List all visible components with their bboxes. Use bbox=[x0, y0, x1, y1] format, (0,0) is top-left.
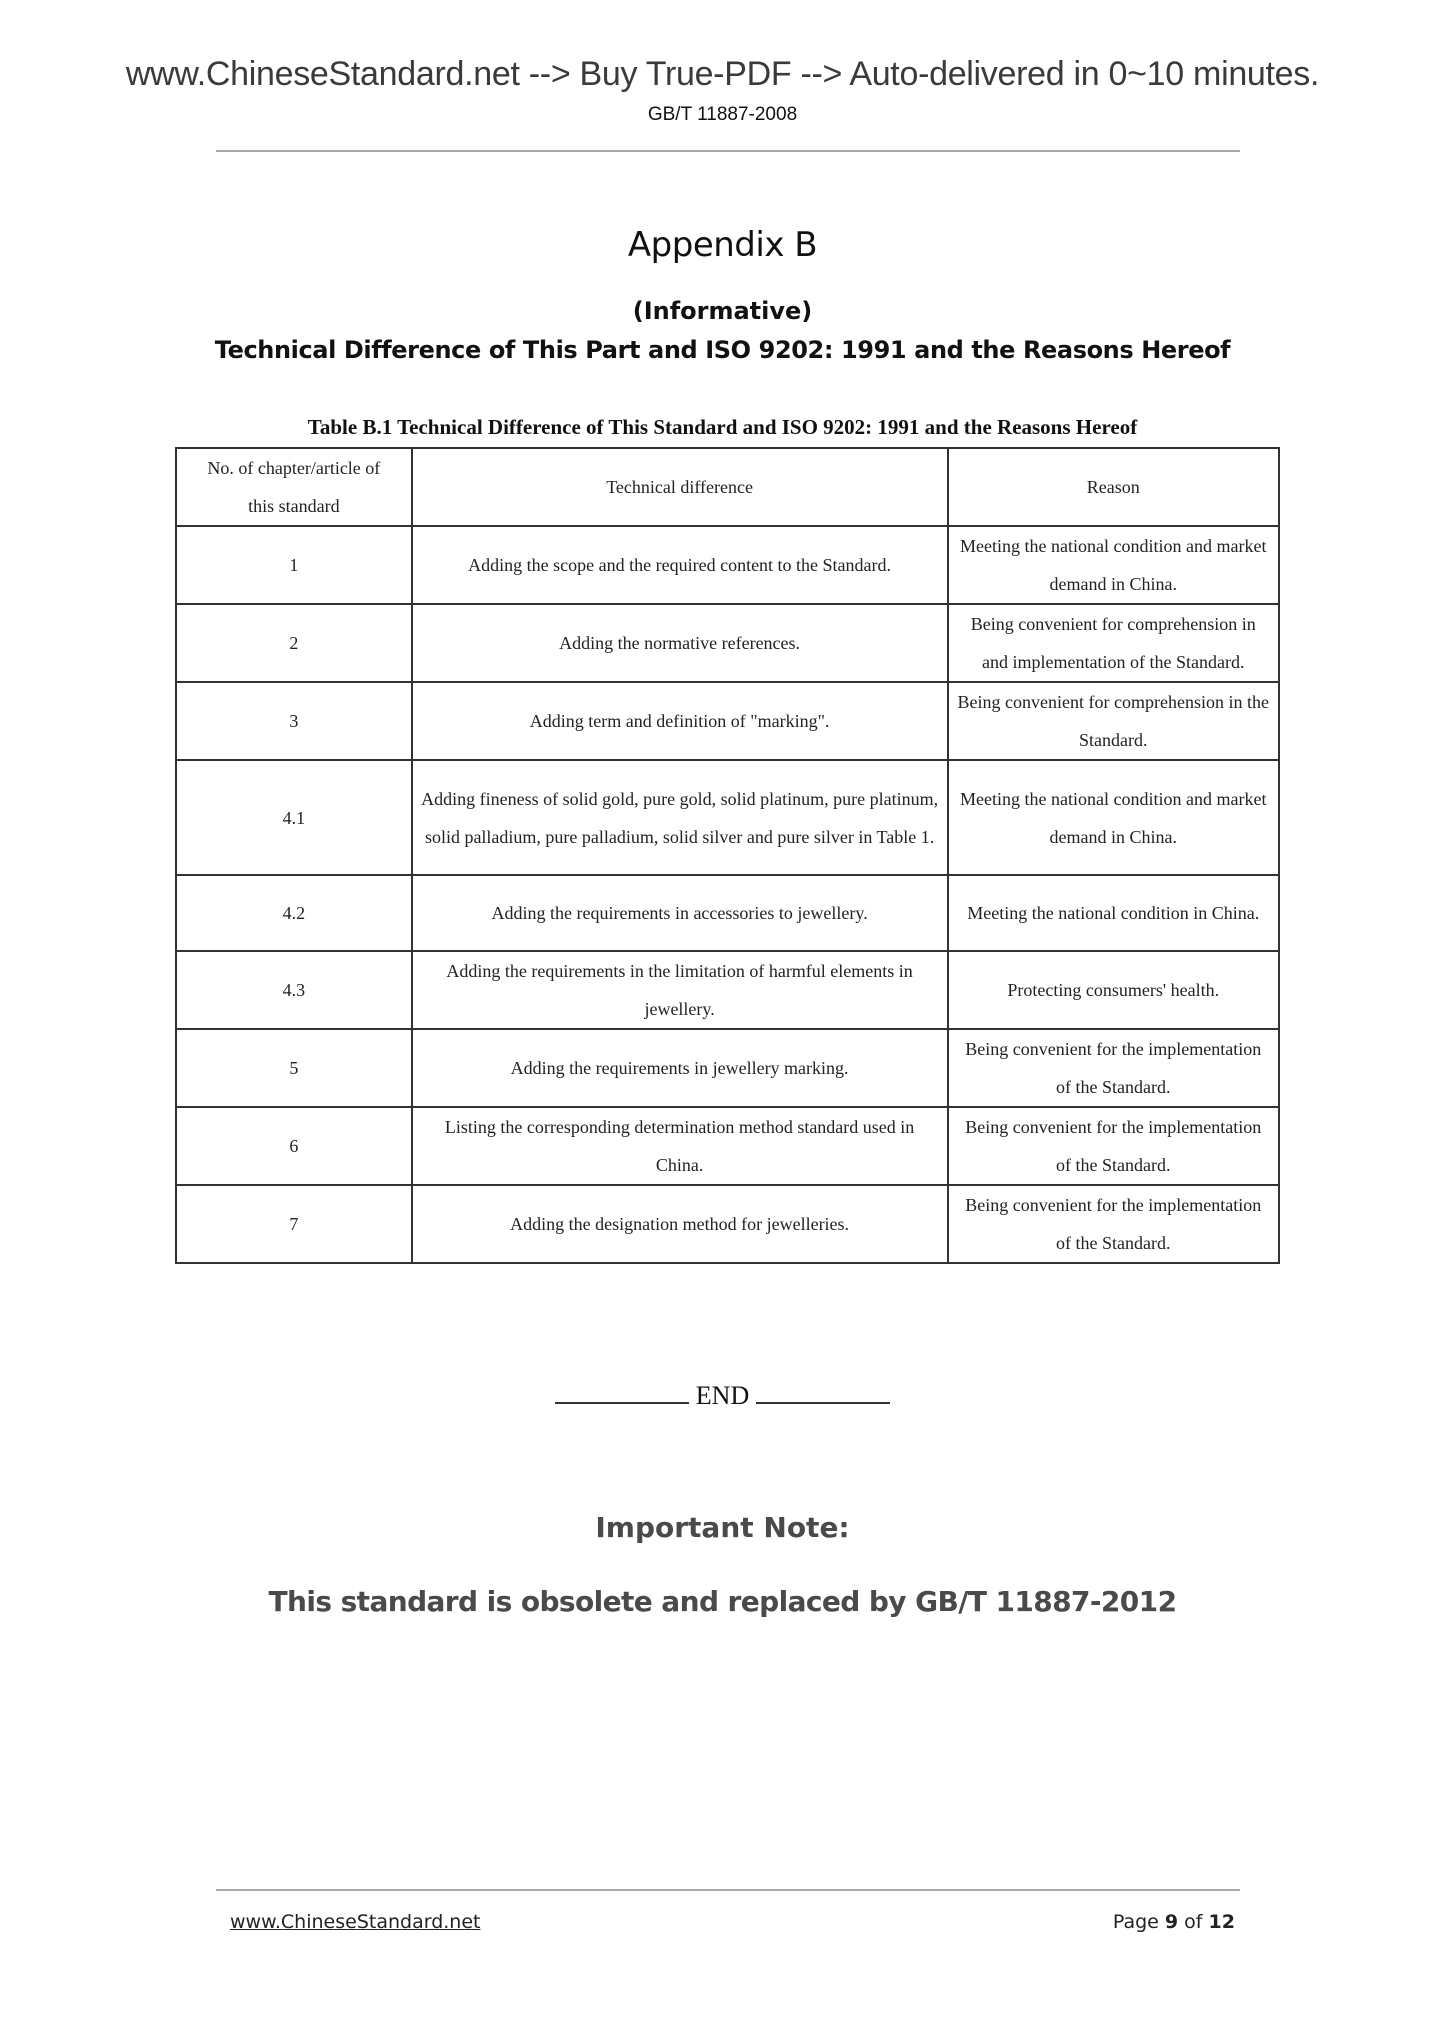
cell-no: 7 bbox=[176, 1185, 412, 1263]
cell-no: 6 bbox=[176, 1107, 412, 1185]
cell-difference: Adding the requirements in jewellery marking. bbox=[412, 1029, 948, 1107]
cell-reason: Being convenient for the implementation of the Standard. bbox=[948, 1029, 1279, 1107]
column-header-chapter-line1: No. of chapter/article of bbox=[207, 458, 381, 478]
cell-no: 4.3 bbox=[176, 951, 412, 1029]
table-row bbox=[176, 1029, 1279, 1107]
page-current: 9 bbox=[1164, 1911, 1179, 1933]
column-header-chapter-line2: this standard bbox=[248, 496, 340, 516]
cell-reason: Meeting the national condition in China. bbox=[948, 875, 1279, 951]
cell-difference: Adding the designation method for jewelleries. bbox=[412, 1185, 948, 1263]
cell-difference: Adding the requirements in accessories to jewellery. bbox=[412, 875, 948, 951]
cell-difference: Listing the corresponding determination method standard used in China. bbox=[412, 1107, 948, 1185]
obsolete-notice: This standard is obsolete and replaced by GB/T 11887-2012 bbox=[268, 1585, 1177, 1618]
cell-difference: Adding the requirements in the limitation of harmful elements in jewellery. bbox=[412, 951, 948, 1029]
site-banner: www.ChineseStandard.net --> Buy True-PDF --> Auto-delivered in 0~10 minutes. bbox=[125, 55, 1320, 93]
page-indicator bbox=[1113, 1911, 1235, 1933]
cell-no: 1 bbox=[176, 526, 412, 604]
cell-difference: Adding the normative references. bbox=[412, 604, 948, 682]
header-divider bbox=[216, 150, 1240, 152]
cell-reason: Being convenient for the implementation of the Standard. bbox=[948, 1107, 1279, 1185]
table-row bbox=[176, 604, 1279, 682]
technical-difference-table bbox=[175, 447, 1280, 1264]
table-row bbox=[176, 526, 1279, 604]
table-row bbox=[176, 875, 1279, 951]
footer-divider bbox=[216, 1889, 1240, 1891]
cell-reason: Being convenient for comprehension in the Standard. bbox=[948, 682, 1279, 760]
document-id: GB/T 11887-2008 bbox=[647, 104, 798, 125]
important-note-title: Important Note: bbox=[595, 1511, 850, 1544]
column-header-difference: Technical difference bbox=[412, 448, 948, 526]
appendix-title: Appendix B bbox=[627, 225, 818, 265]
table-caption: Table B.1 Technical Difference of This Standard and ISO 9202: 1991 and the Reasons Hereof bbox=[307, 415, 1138, 439]
table-row bbox=[176, 760, 1279, 875]
cell-difference: Adding the scope and the required content to the Standard. bbox=[412, 526, 948, 604]
cell-no: 2 bbox=[176, 604, 412, 682]
cell-no: 4.1 bbox=[176, 760, 412, 875]
column-header-chapter bbox=[176, 448, 412, 526]
cell-reason: Being convenient for comprehension in and implementation of the Standard. bbox=[948, 604, 1279, 682]
cell-no: 3 bbox=[176, 682, 412, 760]
end-rule-left bbox=[555, 1378, 689, 1404]
table-row bbox=[176, 1107, 1279, 1185]
appendix-subtitle: Technical Difference of This Part and ISO 9202: 1991 and the Reasons Hereof bbox=[214, 336, 1231, 364]
cell-reason: Meeting the national condition and market demand in China. bbox=[948, 760, 1279, 875]
cell-reason: Being convenient for the implementation of the Standard. bbox=[948, 1185, 1279, 1263]
cell-no: 5 bbox=[176, 1029, 412, 1107]
page-prefix: Page bbox=[1112, 1911, 1165, 1933]
cell-difference: Adding term and definition of "marking". bbox=[412, 682, 948, 760]
end-rule-right bbox=[756, 1378, 890, 1404]
page-total: 12 bbox=[1208, 1911, 1235, 1933]
cell-reason: Protecting consumers' health. bbox=[948, 951, 1279, 1029]
table-header-row bbox=[176, 448, 1279, 526]
table-row bbox=[176, 1185, 1279, 1263]
footer-site-link[interactable]: www.ChineseStandard.net bbox=[230, 1911, 481, 1933]
cell-no: 4.2 bbox=[176, 875, 412, 951]
page-of: of bbox=[1178, 1911, 1209, 1933]
column-header-reason: Reason bbox=[948, 448, 1279, 526]
table-row bbox=[176, 951, 1279, 1029]
appendix-type: (Informative) bbox=[632, 297, 813, 325]
end-text: END bbox=[695, 1381, 750, 1410]
table-row bbox=[176, 682, 1279, 760]
cell-difference: Adding fineness of solid gold, pure gold, solid platinum, pure platinum, solid palladium, pure palladium, solid silver and pure silver in Table 1. bbox=[412, 760, 948, 875]
cell-reason: Meeting the national condition and market demand in China. bbox=[948, 526, 1279, 604]
end-marker bbox=[0, 1378, 1445, 1411]
